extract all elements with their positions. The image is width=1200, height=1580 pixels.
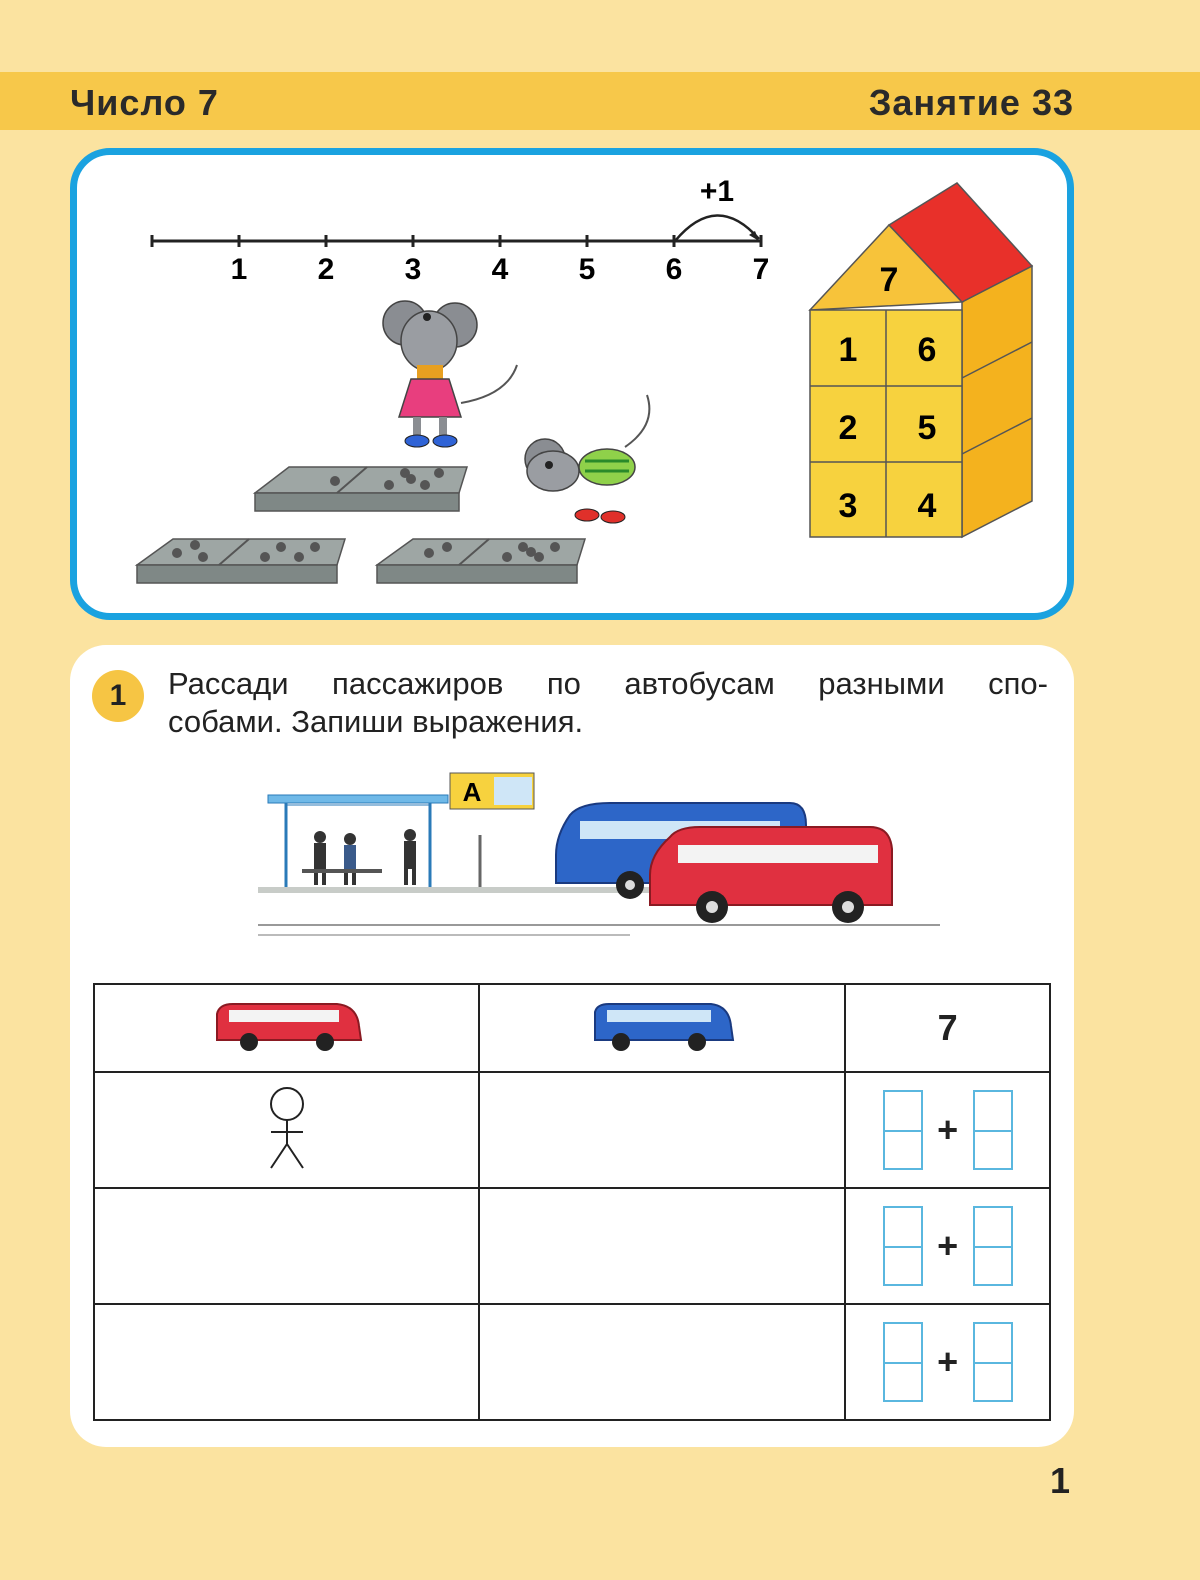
plus-sign: +	[937, 1225, 959, 1266]
header-red-bus-cell	[94, 984, 479, 1072]
task-panel	[70, 645, 1074, 1447]
answer-box[interactable]	[973, 1206, 1013, 1286]
blue-bus-answer-cell[interactable]	[479, 1072, 845, 1188]
task-instructions	[168, 665, 1048, 741]
house-cell: 6	[917, 331, 937, 369]
plus-sign: +	[937, 1341, 959, 1382]
number-line-label: 6	[665, 253, 683, 286]
house-roof-number: 7	[879, 261, 899, 299]
table-row	[94, 1072, 1050, 1188]
expression	[846, 1322, 1049, 1402]
domino-3	[377, 539, 585, 583]
table-row	[94, 1188, 1050, 1304]
passengers-table	[93, 983, 1051, 1421]
arc-label: +1	[699, 175, 735, 208]
answer-box[interactable]	[973, 1322, 1013, 1402]
bus-stop-sign	[450, 773, 534, 889]
answer-box[interactable]	[883, 1206, 923, 1286]
domino-2	[137, 539, 345, 583]
number-house	[810, 183, 1032, 537]
number-line-label: 4	[491, 253, 509, 286]
house-cell: 5	[917, 409, 937, 447]
answer-box[interactable]	[973, 1090, 1013, 1170]
answer-box[interactable]	[883, 1322, 923, 1402]
total-passengers: 7	[845, 984, 1050, 1072]
number-line-label: 3	[404, 253, 422, 286]
table-header-row	[94, 984, 1050, 1072]
stick-figure-icon	[267, 1086, 307, 1170]
bus-stop-scene	[250, 765, 950, 955]
number-line-label: 1	[230, 253, 248, 286]
header-blue-bus-cell	[479, 984, 845, 1072]
task-text-line-2: собами. Запиши выражения.	[168, 704, 584, 739]
plus-sign: +	[937, 1109, 959, 1150]
shelter-roof	[268, 795, 448, 803]
red-bus	[650, 827, 892, 923]
intro-panel	[70, 148, 1074, 620]
task-text-line-1: Рассади пассажиров по автобусам разными спо-	[168, 666, 1048, 701]
number-line-label: 5	[578, 253, 596, 286]
intro-illustration	[77, 155, 1067, 613]
red-bus-answer-cell[interactable]	[94, 1188, 479, 1304]
house-cell: 3	[838, 487, 858, 525]
expression-cell	[845, 1072, 1050, 1188]
mouse-bending	[525, 395, 649, 523]
stop-sign-letter: А	[462, 777, 482, 807]
number-line-label: 7	[752, 253, 770, 286]
expression-cell	[845, 1304, 1050, 1420]
topic-title: Число 7	[70, 82, 219, 123]
house-cell: 1	[838, 331, 858, 369]
number-line	[152, 175, 769, 286]
house-cell: 2	[838, 409, 858, 447]
expression-cell	[845, 1188, 1050, 1304]
domino-1	[255, 467, 467, 511]
red-bus-answer-cell[interactable]	[94, 1304, 479, 1420]
blue-bus-answer-cell[interactable]	[479, 1304, 845, 1420]
waiting-passengers	[302, 829, 416, 885]
table-row	[94, 1304, 1050, 1420]
task-number-badge: 1	[92, 670, 144, 722]
page-number: 1	[1049, 1460, 1070, 1501]
house-cell: 4	[917, 487, 937, 525]
mouse-standing	[383, 301, 517, 447]
red-bus-icon	[207, 996, 367, 1056]
expression	[846, 1090, 1049, 1170]
blue-bus-icon	[587, 996, 737, 1056]
answer-box[interactable]	[883, 1090, 923, 1170]
expression	[846, 1206, 1049, 1286]
lesson-title: Занятие 33	[868, 82, 1074, 123]
blue-bus-answer-cell[interactable]	[479, 1188, 845, 1304]
red-bus-answer-cell[interactable]	[94, 1072, 479, 1188]
plus-one-arc	[675, 215, 759, 241]
number-line-label: 2	[317, 253, 335, 286]
